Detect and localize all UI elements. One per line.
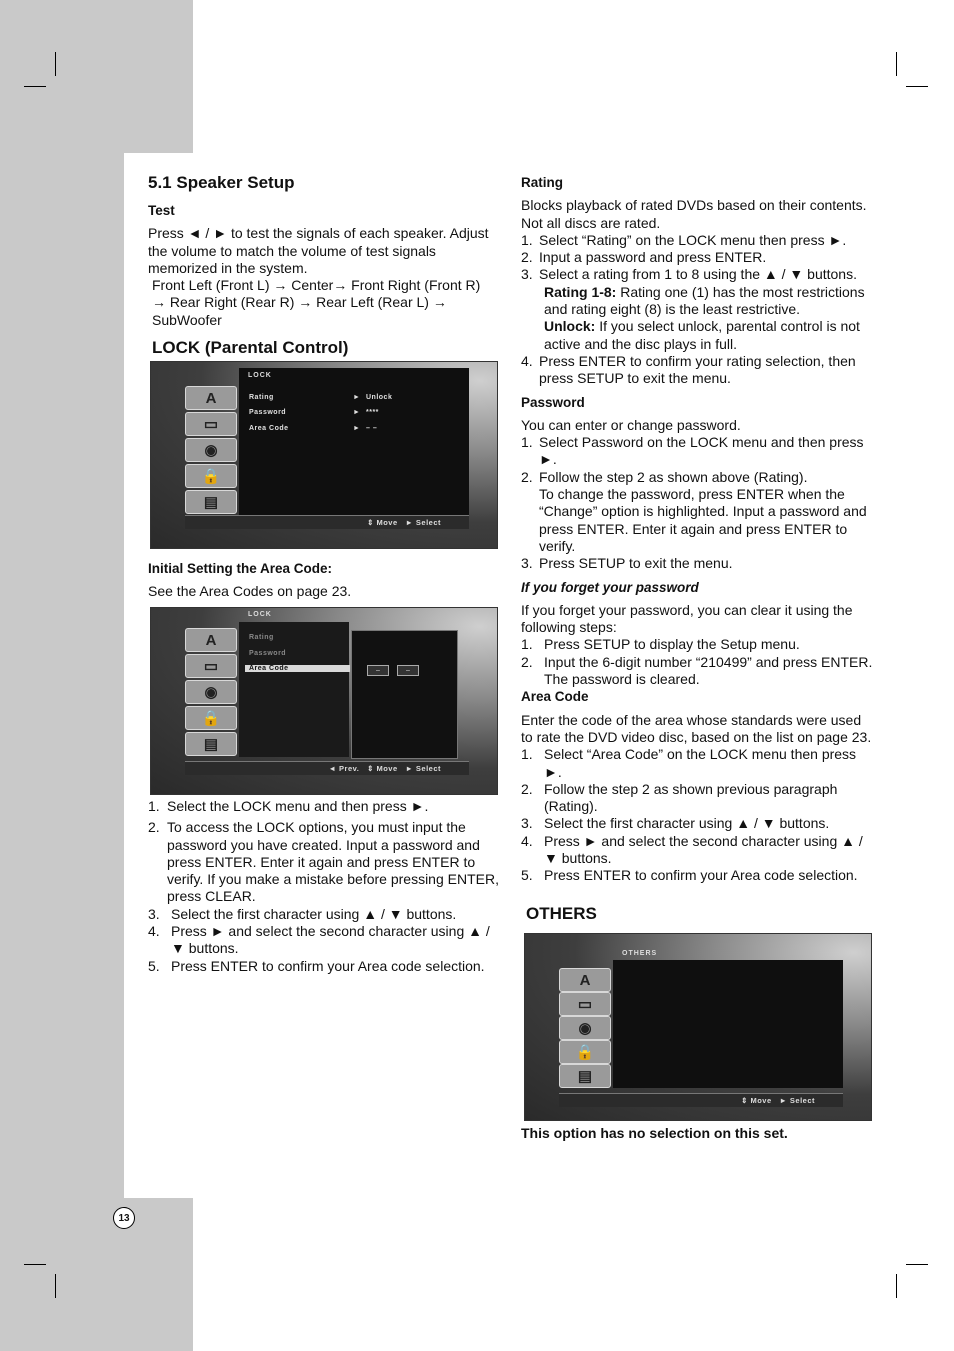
arrow-icon: ► (353, 394, 361, 401)
password-steps (521, 434, 873, 572)
menu-row-label: Rating (249, 634, 274, 641)
menu-navigation-bar (185, 515, 469, 529)
audio-icon: ◉ (185, 438, 237, 462)
list-item: 1. Select “Area Code” on the LOCK menu then press ►. (521, 746, 857, 780)
area-code-heading: Area Code (521, 689, 589, 705)
area-code-setting-heading: Initial Setting the Area Code: (148, 561, 333, 576)
crop-mark (896, 52, 897, 76)
step-text: Press SETUP to display the Setup menu. (544, 636, 800, 653)
list-item: 1. Select the LOCK menu and then press ►. (148, 798, 429, 814)
password-intro: You can enter or change password. (521, 416, 741, 433)
margin-shade-left (0, 153, 124, 1198)
step-text: Follow the step 2 as shown above (Rating). (539, 468, 808, 485)
menu-row-selected: Area Code (245, 665, 350, 672)
list-item: 2. Input the 6-digit number “210499” and press ENTER. The password is cleared. (521, 653, 873, 688)
menu-row-label: Area Code (249, 425, 289, 432)
margin-shade-top (0, 0, 193, 153)
nav-hint: ◄ Prev. ⇕ Move ► Select (328, 764, 441, 773)
unlock-text: If you select unlock, parental control is not active and the disc plays in full. (544, 318, 860, 352)
menu-row-value: **** (366, 409, 379, 416)
menu-panel (239, 622, 349, 757)
margin-shade-bottom (0, 1198, 193, 1351)
audio-icon: ◉ (559, 1016, 611, 1040)
area-code-menu-screenshot (150, 607, 498, 795)
list-item: 1. Press SETUP to display the Setup menu. (521, 636, 800, 653)
speaker-setup-title: 5.1 Speaker Setup (148, 173, 295, 192)
area-code-intro (148, 560, 500, 601)
lock-icon: 🔒 (185, 706, 237, 730)
nav-hint: ⇕ Move ► Select (367, 518, 441, 527)
forget-intro: If you forget your password, you can clear it using the following steps: (521, 601, 853, 636)
list-item: 4. Press ENTER to confirm your rating selection, then press SETUP to exit the menu. (521, 352, 856, 387)
lock-menu-screenshot (150, 361, 498, 549)
crop-mark (896, 1274, 897, 1298)
left-column (148, 172, 500, 359)
step-text: Follow the step 2 as shown previous paragraph (Rating). (544, 780, 838, 815)
language-icon: A (185, 386, 237, 410)
step-extra-text: To change the password, press ENTER when the “Change” option is highlighted. Input a password and press ENTER. Enter it again and press ENTER to verify. (539, 486, 867, 554)
menu-navigation-bar (185, 761, 469, 775)
step-text: Select Password on the LOCK menu and then press ►. (539, 434, 864, 468)
language-icon: A (185, 628, 237, 652)
lock-steps (148, 798, 500, 975)
step-text: Press ENTER to confirm your Area code selection. (171, 957, 485, 974)
forget-steps (521, 636, 873, 688)
nav-hint: ⇕ Move ► Select (741, 1096, 815, 1105)
others-icon: ▤ (185, 732, 237, 756)
step-text: Press ENTER to confirm your rating selection, then press SETUP to exit the menu. (539, 352, 856, 387)
display-icon: ▭ (185, 412, 237, 436)
menu-subpanel (351, 630, 458, 759)
list-item: 5. Press ENTER to confirm your Area code selection. (521, 867, 858, 884)
menu-row-label: Password (249, 650, 287, 657)
others-icon: ▤ (185, 490, 237, 514)
step-text: Press ENTER to confirm your Area code selection. (544, 867, 858, 884)
menu-row-label: Rating (249, 394, 274, 401)
lock-step-list-2 (148, 906, 500, 975)
area-code-steps (521, 746, 873, 884)
list-item: 4. Press ► and select the second character using ▲ / ▼ buttons. (148, 923, 490, 957)
language-icon: A (559, 968, 611, 992)
test-heading: Test (148, 203, 175, 218)
list-item: 2. Follow the step 2 as shown previous paragraph (Rating). (521, 780, 838, 815)
others-icon: ▤ (559, 1064, 611, 1088)
list-item: 2. To access the LOCK options, you must input the password you have created. Input a password and press ENTER. Enter it again and press ENTER to verify. If you make a mistake before pressing ENTER, press CLEAR. (148, 819, 499, 905)
forget-heading: If you forget your password (521, 579, 699, 595)
display-icon: ▭ (559, 992, 611, 1016)
crop-mark (906, 1264, 928, 1265)
rating-range-label: Rating 1-8: (544, 283, 617, 300)
others-note: This option has no selection on this set. (521, 1125, 788, 1141)
password-heading: Password (521, 394, 585, 410)
menu-panel (613, 960, 843, 1088)
lock-title: LOCK (Parental Control) (152, 338, 349, 358)
list-item: 1. Select Password on the LOCK menu and then press ►. (521, 434, 864, 468)
step-text: Select the LOCK menu and then press ►. (167, 798, 429, 814)
others-title: OTHERS (526, 904, 597, 923)
step-text: Input a password and press ENTER. (539, 249, 767, 266)
area-code-char-1: – (367, 665, 389, 676)
step-text: Press SETUP to exit the menu. (539, 555, 733, 572)
others-menu-screenshot (524, 933, 872, 1121)
right-column (521, 174, 873, 885)
list-item: 4. Press ► and select the second character using ▲ / ▼ buttons. (521, 832, 863, 866)
list-item: 3. Press SETUP to exit the menu. (521, 555, 733, 572)
step-text: To access the LOCK options, you must input the password you have created. Input a password and press ENTER. Enter it again and press ENTER to verify. If you make a mistake before pressing ENTER, press CLEAR. (167, 819, 499, 905)
test-text: Press ◄ / ► to test the signals of each speaker. Adjust the volume to match the volume of test signals memorized in the system. (148, 225, 489, 276)
lock-step-list (148, 798, 500, 906)
crop-mark (906, 86, 928, 87)
step-text: Input the 6-digit number “210499” and press ENTER. The password is cleared. (544, 653, 873, 688)
list-item: 3. Select the first character using ▲ / ▼ buttons. (521, 815, 830, 832)
page-number: 13 (113, 1207, 135, 1229)
audio-icon: ◉ (185, 680, 237, 704)
step-text: Press ► and select the second character using ▲ / ▼ buttons. (544, 832, 863, 866)
list-item: 5. Press ENTER to confirm your Area code selection. (148, 957, 485, 974)
area-code-char-2: – (397, 665, 419, 676)
rating-range-text: Rating one (1) has the most restrictions and rating eight (8) is the least restrictive. (544, 283, 865, 318)
area-code-intro: Enter the code of the area whose standards were used to rate the DVD video disc, based on the list on page 23. (521, 711, 872, 745)
step-text: Select a rating from 1 to 8 using the ▲ / ▼ buttons. (539, 266, 857, 283)
area-code-setting-text: See the Area Codes on page 23. (148, 583, 352, 600)
arrow-icon: ► (353, 409, 361, 416)
list-item: 2. Follow the step 2 as shown above (Rating). To change the password, press ENTER when the “Change” option is highlighted. Input a password and press ENTER. Enter it again and press ENTER to verify. (521, 469, 873, 555)
speaker-sequence: Front Left (Front L) → Center→ Front Right (Front R) → Rear Right (Rear R) → Rear Left (Rear L) → SubWoofer (152, 277, 481, 328)
crop-mark (55, 1274, 56, 1298)
step-text: Select the first character using ▲ / ▼ buttons. (544, 815, 830, 832)
step-text: Select the first character using ▲ / ▼ buttons. (171, 905, 457, 922)
rating-intro: Blocks playback of rated DVDs based on their contents. Not all discs are rated. (521, 197, 867, 231)
menu-row-value: – – (366, 425, 378, 432)
menu-panel (239, 368, 469, 518)
menu-header: LOCK (248, 611, 272, 618)
rating-heading: Rating (521, 175, 563, 190)
menu-row-value: Unlock (366, 394, 393, 401)
rating-steps (521, 232, 873, 388)
step-text: Select “Rating” on the LOCK menu then press ►. (539, 231, 847, 248)
list-item: 3. Select the first character using ▲ / ▼ buttons. (148, 905, 457, 922)
step-text: Press ► and select the second character using ▲ / ▼ buttons. (171, 923, 490, 957)
list-item: 3. Select a rating from 1 to 8 using the ▲ / ▼ buttons. Rating 1-8: Rating one (1) has the most restrictions and rating eight (8) is the least restrictive. Unlock: If you select unlock, parental control is not active and the disc plays in full. (521, 266, 865, 352)
lock-icon: 🔒 (185, 464, 237, 488)
menu-header: LOCK (248, 372, 272, 379)
crop-mark (24, 1264, 46, 1265)
crop-mark (24, 86, 46, 87)
arrow-icon: ► (353, 425, 361, 432)
crop-mark (55, 52, 56, 76)
lock-icon: 🔒 (559, 1040, 611, 1064)
menu-header: OTHERS (622, 950, 658, 957)
list-item: 2. Input a password and press ENTER. (521, 249, 767, 266)
unlock-label: Unlock: (544, 318, 596, 335)
menu-row-label: Password (249, 409, 287, 416)
list-item: 1. Select “Rating” on the LOCK menu then press ►. (521, 231, 847, 248)
display-icon: ▭ (185, 654, 237, 678)
menu-navigation-bar (559, 1093, 843, 1107)
step-text: Select “Area Code” on the LOCK menu then press ►. (544, 746, 857, 780)
